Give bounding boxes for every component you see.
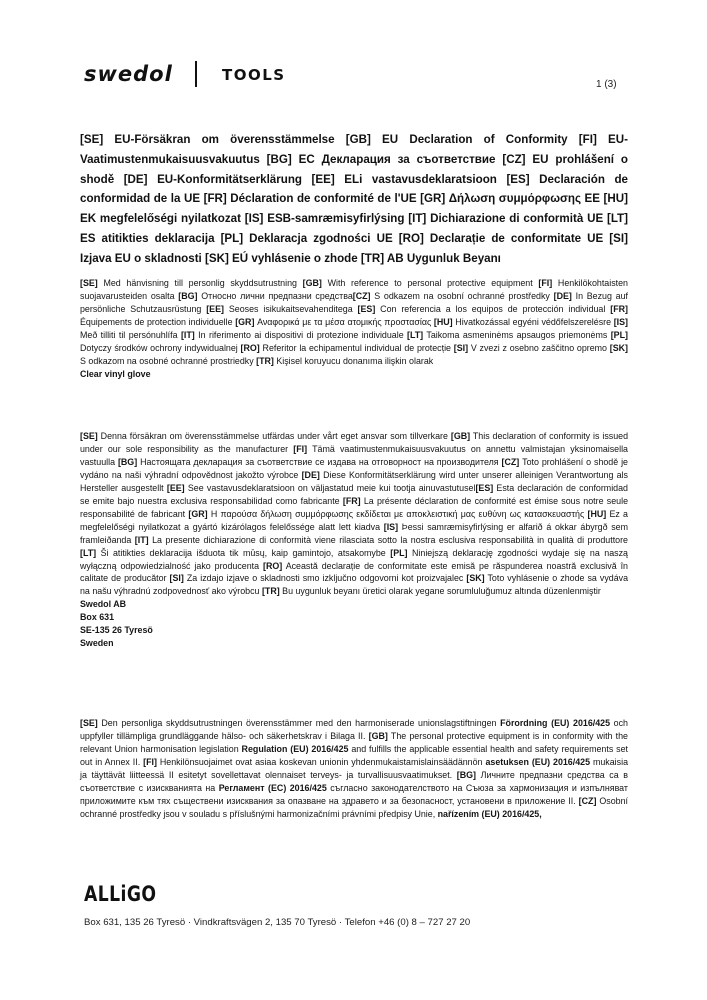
- text-segment: S odkazem na osobní ochranné prostředky: [370, 290, 554, 301]
- text-segment: Toto vyhlásenie o zhode sa vydáva na našu výhradnú zodpovednosť ako výrobcu: [80, 573, 629, 597]
- text-segment: Ši atitikties deklaracija išduota tik mūsų, kaip gamintojo, atsakomybe: [96, 547, 391, 558]
- lang-code: [IS]: [383, 521, 399, 532]
- brand-section: TOOLS: [222, 66, 286, 84]
- product-name: Clear vinyl glove: [80, 368, 151, 379]
- lang-code: [LT]: [80, 547, 97, 558]
- text-segment: Ez a megfelelőségi nyilatkozat a gyártó kizárólagos felelőssége alatt lett kiadva: [80, 508, 628, 532]
- text-segment: This declaration of conformity is issued under our sole responsibility as the manufacturer: [80, 431, 629, 454]
- text-segment: Niniejszą deklarację zgodności wydaje się na naszą wyłączną odpowiedzialność jako producenta: [80, 547, 628, 571]
- company-name: Swedol AB: [80, 599, 127, 610]
- lang-code: [LT]: [407, 329, 424, 340]
- text-segment: Henkilönsuojaimet ovat asiaa koskevan unionin yhdenmukaistamislainsäädännön: [156, 756, 486, 767]
- text-segment: Taikoma asmeninėms apsaugos priemonėms: [423, 329, 611, 340]
- lang-code: [CZ]: [578, 795, 597, 806]
- text-segment: Tämä vaatimustenmukaisuusvakuutus on annettu valmistajan yksinomaisella vastuulla: [80, 443, 628, 467]
- regulation-reference: Förordning (EU) 2016/425: [500, 718, 611, 728]
- company-box: Box 631: [80, 612, 115, 623]
- text-segment: Þessi samræmisyfirlýsing er alfarið á okkar ábyrgð sem framleiðanda: [80, 521, 629, 545]
- lang-code: [DE]: [301, 469, 320, 480]
- text-segment: Den personliga skyddsutrustningen överensstämmer med den harmoniserade unionslagstiftningen: [97, 718, 501, 728]
- text-segment: Η παρούσα δήλωση συμμόρφωσης εκδίδεται με αποκλειστική μας ευθύνη ως κατασκευαστής: [207, 508, 588, 519]
- text-segment: In riferimento ai dispositivi di protezione individuale: [194, 329, 408, 340]
- manufacturer-responsibility-paragraph: [80, 430, 628, 650]
- lang-code: [GR]: [188, 508, 208, 519]
- text-segment: See vastavusdeklaratsioon on väljastatud meie kui tootja ainuvastutusel: [184, 482, 476, 493]
- text-segment: Αναφορικά με τα μέσα ατομικής προστασίας: [254, 316, 434, 327]
- lang-code: [PL]: [390, 547, 408, 558]
- declaration-title: [SE] EU-Försäkran om överensstämmelse [GB] EU Declaration of Conformity [FI] EU-Vaatimustenmukaisuusvakuutus [BG] ЕС Декларация за съответствие [CZ] EU prohlášení o shodě [DE] EU-Konformitätserklärung [EE] ELi vastavusdeklaratsioon [ES] Declaración de conformidad de la UE [FR] Déclaration de conformité de l'UE [GR] Δήλωση συμμόρφωσης ΕΕ [HU] EK megfelelőségi nyilatkozat [IS] ESB-samræmisyfirlýsing [IT] Dichiarazione di conformità UE [LT] ES atitikties deklaracija [PL] Deklaracja zgodności UE [RO] Declarație de conformitate UE [SI] Izjava EU o skladnosti [SK] EÚ vyhlásenie o zhode [TR] AB Uygunluk Beyanı: [80, 133, 628, 265]
- text-segment: The personal protective equipment is in conformity with the relevant Union harmonisation legislation: [80, 730, 628, 754]
- text-segment: Настоящата декларация за съответствие се издава на отговорност на производителя: [137, 456, 502, 467]
- company-address: Box 631, 135 26 Tyresö · Vindkraftsvägen 2, 135 70 Tyresö · Telefon +46 (0) 8 – 727 27 20: [84, 917, 471, 928]
- lang-code: [SE]: [80, 278, 98, 288]
- lang-code: [ES]: [475, 482, 494, 493]
- lang-code: [ES]: [357, 303, 376, 314]
- text-segment: Diese Konformitätserklärung wird unter unserer alleinigen Verantwortung als Hersteller ausgestellt: [80, 469, 628, 493]
- lang-code: [GB]: [368, 730, 388, 741]
- text-segment: With reference to personal protective equipment: [321, 278, 539, 288]
- lang-code: [EE]: [166, 482, 185, 493]
- text-segment: La présente déclaration de conformité est émise sous notre seule responsabilité de fabricant: [80, 495, 629, 519]
- lang-code: [CZ]: [501, 456, 520, 467]
- regulation-reference: Regulation (EU) 2016/425: [241, 743, 349, 754]
- lang-code: [GR]: [235, 316, 255, 327]
- text-segment: Toto prohlášení o shodě je vydáno na naši výhradní odpovědnost jakožto výrobce: [80, 456, 628, 480]
- lang-code: [FR]: [342, 495, 361, 506]
- lang-code: [BG]: [117, 456, 138, 467]
- company-country: Sweden: [80, 638, 114, 649]
- text-segment: och uppfyller tillämpliga grundläggande hälso- och säkerhetskrav i Bilaga II.: [80, 718, 628, 741]
- regulation-reference: asetuksen (EU) 2016/425: [485, 756, 591, 767]
- text-segment: Относно лични предпазни средства: [197, 290, 353, 301]
- lang-code: [FI]: [538, 278, 553, 288]
- regulation-reference: nařízením (EU) 2016/425,: [437, 808, 542, 819]
- text-segment: Osobní ochranné prostředky jsou v souladu s příslušnými harmonizačními právními předpisy Unie,: [80, 795, 628, 819]
- text-segment: Kişisel koruyucu donanıma ilişkin olarak: [273, 355, 434, 366]
- text-segment: Esta declaración de conformidad se emite bajo nuestra exclusiva responsabilidad como fabricante: [80, 482, 628, 506]
- lang-code: [GB]: [450, 431, 471, 441]
- lang-code: [SE]: [80, 431, 98, 441]
- text-segment: Henkilökohtaisten suojavarusteiden osalta: [80, 278, 628, 301]
- text-segment: V zvezi z osebno zaščitno opremo: [468, 342, 610, 353]
- text-segment: Með tilliti til persónuhlífa: [80, 329, 181, 340]
- conformity-statement-paragraph: [80, 717, 628, 821]
- lang-code: [IS]: [613, 316, 628, 327]
- text-segment: Za izdajo izjave o skladnosti smo izključno odgovorni kot proizvajalec: [183, 573, 467, 584]
- text-segment: Această declarație de conformitate este emisă pe răspunderea noastră exclusivă în calitate de producător: [80, 560, 628, 584]
- text-segment: and fulfills the applicable essential health and safety requirements set out in Annex II.: [80, 743, 629, 767]
- header-divider: [195, 61, 197, 87]
- company-postal: SE-135 26 Tyresö: [80, 625, 153, 636]
- lang-code: [TR]: [261, 586, 280, 597]
- lang-code: [GB]: [302, 278, 322, 288]
- alligo-logo: ALLiGO: [84, 882, 157, 906]
- text-segment: Referitor la echipamentul individual de protecție: [259, 342, 454, 353]
- lang-code: [FI]: [293, 443, 308, 454]
- text-segment: Hivatkozással egyéni védőfelszerelésre: [452, 316, 614, 327]
- text-segment: Личните предпазни средства са в съответствие с изискванията на: [80, 769, 628, 793]
- lang-code: [IT]: [134, 534, 149, 545]
- lang-code: [CZ]: [352, 290, 371, 301]
- lang-code: [IT]: [180, 329, 195, 340]
- lang-code: [SE]: [80, 718, 98, 728]
- lang-code: [RO]: [263, 560, 283, 571]
- lang-code: [FI]: [143, 756, 157, 767]
- lang-code: [BG]: [456, 769, 477, 780]
- regulation-reference: Регламент (ЕС) 2016/425: [218, 782, 327, 793]
- lang-code: [FR]: [610, 303, 628, 314]
- lang-code: [SK]: [466, 573, 485, 584]
- text-segment: Dotyczy środków ochrony indywidualnej: [80, 342, 241, 353]
- lang-code: [EE]: [206, 303, 224, 314]
- text-segment: Con referencia a los equipos de protección individual: [375, 303, 611, 314]
- lang-code: [RO]: [240, 342, 260, 353]
- page-header: [84, 60, 644, 94]
- text-segment: In Bezug auf persönliche Schutzausrüstung: [80, 290, 628, 314]
- text-segment: съгласно законодателството на Съюза за хармонизация и изпълняват приложимите към тях съществени изисквания за опазване на здравето и за безопасност, установени в приложение II.: [80, 782, 628, 806]
- lang-code: [SI]: [453, 342, 469, 353]
- text-segment: Équipements de protection individuelle: [80, 316, 236, 327]
- lang-code: [PL]: [610, 329, 628, 340]
- ppe-reference-paragraph: [80, 277, 628, 381]
- text-segment: S odkazom na osobné ochranné prostriedky: [80, 355, 257, 366]
- swedol-logo: swedol: [84, 62, 173, 86]
- lang-code: [BG]: [178, 290, 198, 301]
- text-segment: mukaisia ja täyttävät liitteessä II esitetyt sovellettavat olennaiset terveys- ja turvallisuusvaatimukset.: [80, 756, 628, 780]
- lang-code: [SI]: [169, 573, 184, 584]
- text-segment: Seoses isikukaitsevahenditega: [223, 303, 358, 314]
- text-segment: La presente dichiarazione di conformità viene rilasciata sotto la nostra esclusiva responsabilità in qualità di produttore: [148, 534, 628, 545]
- lang-code: [HU]: [433, 316, 453, 327]
- lang-code: [HU]: [587, 508, 607, 519]
- page-number: 1 (3): [596, 79, 617, 90]
- lang-code: [TR]: [256, 355, 274, 366]
- text-segment: Med hänvisning till personlig skyddsutrustning: [97, 278, 303, 288]
- lang-code: [SK]: [609, 342, 629, 353]
- text-segment: Denna försäkran om överensstämmelse utfärdas under vårt eget ansvar som tillverkare: [97, 431, 451, 441]
- text-segment: Bu uygunluk beyanı üretici olarak yegane sorumluluğumuz altında düzenlenmiştir: [279, 586, 601, 597]
- lang-code: [DE]: [553, 290, 572, 301]
